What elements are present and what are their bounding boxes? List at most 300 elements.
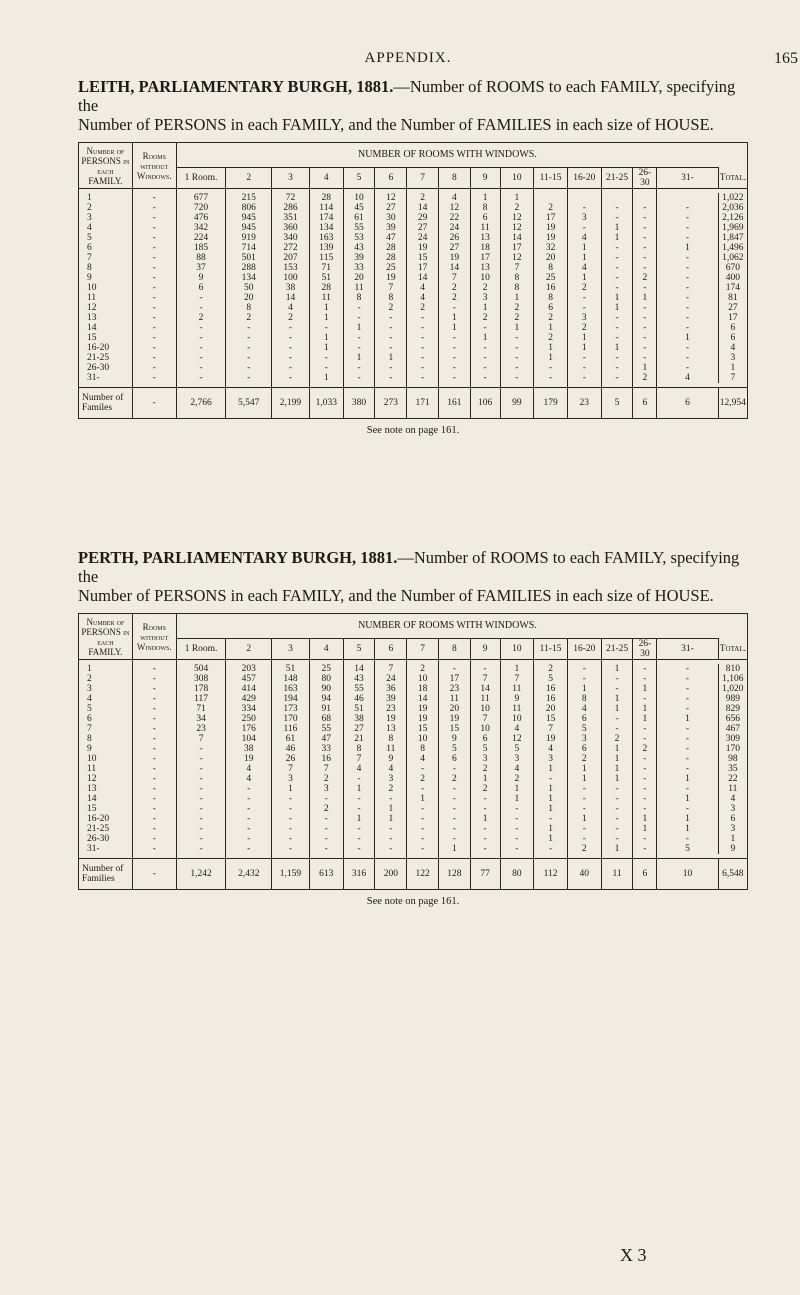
table-cell: 27: [718, 303, 747, 313]
perth-title: [78, 548, 748, 605]
table-cell: 163: [272, 684, 310, 694]
table-cell: 4: [226, 774, 272, 784]
table-cell: 342: [176, 223, 226, 233]
table-cell: -: [132, 724, 176, 734]
totals-row: [79, 859, 748, 890]
table-cell: 2,126: [718, 213, 747, 223]
table-cell: 1,496: [718, 243, 747, 253]
table-cell: -: [657, 343, 718, 353]
column-header: 10: [500, 168, 534, 189]
table-cell: 340: [272, 233, 310, 243]
table-row: [79, 283, 748, 293]
leith-subtitle: —Number of ROOMS to each FAMILY, specifying the: [78, 77, 736, 115]
column-header: 3: [272, 639, 310, 660]
table-cell: 11: [438, 694, 470, 704]
table-cell: 4: [500, 724, 534, 734]
table-cell: -: [176, 373, 226, 383]
table-cell: -: [132, 714, 176, 724]
table-cell: -: [534, 774, 568, 784]
table-cell: -: [633, 303, 657, 313]
table-cell: 170: [718, 744, 747, 754]
table-cell: 3: [718, 353, 747, 363]
persons-cell: 1: [79, 193, 133, 203]
table-cell: -: [657, 363, 718, 373]
table-cell: -: [132, 674, 176, 684]
table-cell: 10: [343, 193, 375, 203]
table-row: [79, 363, 748, 373]
table-cell: 2: [534, 333, 568, 343]
table-cell: 414: [226, 684, 272, 694]
table-cell: 23: [375, 704, 407, 714]
leith-note: See note on page 161.: [366, 425, 460, 436]
table-cell: 16: [534, 283, 568, 293]
table-cell: 19: [534, 223, 568, 233]
table-cell: 1,106: [718, 674, 747, 684]
table-cell: 11: [309, 293, 343, 303]
table-cell: 11: [470, 694, 500, 704]
table-cell: 38: [272, 283, 310, 293]
total-cell: 1,033: [309, 388, 343, 419]
table-cell: -: [657, 804, 718, 814]
table-cell: -: [470, 804, 500, 814]
table-cell: 17: [718, 313, 747, 323]
table-cell: -: [176, 333, 226, 343]
column-header: 26-30: [633, 639, 657, 660]
table-cell: -: [407, 343, 439, 353]
persons-cell: 2: [79, 674, 133, 684]
table-cell: 272: [272, 243, 310, 253]
table-cell: -: [567, 794, 601, 804]
table-cell: 19: [226, 754, 272, 764]
table-cell: 2: [534, 203, 568, 213]
table-cell: -: [375, 333, 407, 343]
table-cell: -: [272, 343, 310, 353]
table-cell: -: [657, 724, 718, 734]
table-cell: 80: [309, 674, 343, 684]
table-row: [79, 754, 748, 764]
table-cell: 3: [309, 784, 343, 794]
table-row: [79, 243, 748, 253]
table-cell: 2: [375, 784, 407, 794]
table-cell: -: [132, 343, 176, 353]
table-cell: 2: [500, 313, 534, 323]
table-cell: -: [375, 844, 407, 854]
total-cell: -: [132, 388, 176, 419]
table-cell: 114: [309, 203, 343, 213]
table-cell: -: [633, 243, 657, 253]
table-cell: 27: [407, 223, 439, 233]
table-cell: 2: [567, 844, 601, 854]
table-cell: 100: [272, 273, 310, 283]
table-cell: -: [226, 373, 272, 383]
table-cell: 1: [438, 313, 470, 323]
table-cell: 3: [534, 754, 568, 764]
table-cell: 14: [438, 263, 470, 273]
table-cell: 11: [500, 704, 534, 714]
persons-cell: 11: [79, 293, 133, 303]
table-cell: 14: [407, 694, 439, 704]
table-cell: -: [438, 303, 470, 313]
table-cell: 7: [500, 263, 534, 273]
table-cell: -: [132, 283, 176, 293]
table-cell: -: [500, 804, 534, 814]
table-cell: 23: [438, 684, 470, 694]
table-cell: -: [407, 814, 439, 824]
table-cell: 1: [567, 273, 601, 283]
table-cell: -: [132, 373, 176, 383]
table-cell: -: [601, 714, 633, 724]
table-cell: 1: [375, 814, 407, 824]
table-cell: 7: [375, 664, 407, 674]
table-cell: 720: [176, 203, 226, 213]
table-cell: 8: [470, 203, 500, 213]
table-cell: 5: [470, 744, 500, 754]
table-cell: 7: [272, 764, 310, 774]
leith-table: [78, 142, 748, 419]
table-cell: -: [601, 363, 633, 373]
persons-header: Number of PERSONS in each FAMILY.: [79, 614, 133, 660]
table-cell: 15: [407, 724, 439, 734]
table-cell: -: [343, 373, 375, 383]
table-cell: 2: [470, 283, 500, 293]
table-cell: -: [438, 343, 470, 353]
table-cell: 1: [343, 353, 375, 363]
table-cell: -: [309, 834, 343, 844]
table-row: [79, 223, 748, 233]
table-cell: -: [657, 664, 718, 674]
table-cell: -: [343, 844, 375, 854]
table-cell: -: [309, 824, 343, 834]
table-row: [79, 814, 748, 824]
table-cell: -: [132, 243, 176, 253]
persons-cell: 31-: [79, 373, 133, 383]
table-cell: 139: [309, 243, 343, 253]
table-cell: 71: [176, 704, 226, 714]
table-cell: -: [500, 353, 534, 363]
table-cell: 104: [226, 734, 272, 744]
table-cell: 4: [534, 744, 568, 754]
table-cell: 5: [567, 724, 601, 734]
table-cell: -: [470, 353, 500, 363]
leith-title: [78, 77, 748, 134]
table-cell: 16: [534, 694, 568, 704]
table-cell: -: [601, 313, 633, 323]
table-cell: 3: [567, 734, 601, 744]
table-cell: -: [407, 363, 439, 373]
table-cell: 3: [567, 213, 601, 223]
persons-cell: 12: [79, 303, 133, 313]
table-cell: -: [657, 704, 718, 714]
total-cell: 122: [407, 859, 439, 890]
table-cell: 1: [601, 844, 633, 854]
table-cell: 4: [718, 343, 747, 353]
table-row: [79, 664, 748, 674]
table-cell: -: [132, 814, 176, 824]
table-cell: 11: [375, 744, 407, 754]
table-cell: -: [633, 694, 657, 704]
table-cell: -: [132, 213, 176, 223]
total-cell: 1,242: [176, 859, 226, 890]
table-cell: -: [272, 844, 310, 854]
totals-row: [79, 388, 748, 419]
table-cell: -: [407, 804, 439, 814]
table-cell: -: [438, 363, 470, 373]
total-cell: 200: [375, 859, 407, 890]
table-cell: 4: [718, 794, 747, 804]
table-cell: 11: [470, 223, 500, 233]
table-cell: -: [407, 834, 439, 844]
table-cell: -: [132, 233, 176, 243]
table-cell: 4: [407, 283, 439, 293]
table-cell: 55: [309, 724, 343, 734]
table-cell: -: [272, 323, 310, 333]
table-cell: -: [176, 303, 226, 313]
table-cell: 5: [438, 744, 470, 754]
persons-cell: 7: [79, 724, 133, 734]
table-cell: 1: [534, 343, 568, 353]
table-cell: 4: [567, 704, 601, 714]
table-cell: 8: [534, 293, 568, 303]
table-cell: 2: [534, 664, 568, 674]
column-header: 2: [226, 639, 272, 660]
table-cell: -: [633, 754, 657, 764]
table-cell: 6: [718, 323, 747, 333]
perth-subtitle-2: Number of PERSONS in each FAMILY, and the Number of FAMILIES in each size of HOUSE.: [78, 586, 714, 605]
table-row: [79, 684, 748, 694]
table-cell: 7: [718, 373, 747, 383]
table-cell: -: [226, 784, 272, 794]
table-cell: 1: [309, 333, 343, 343]
table-cell: -: [309, 323, 343, 333]
table-row: [79, 313, 748, 323]
table-cell: 8: [407, 744, 439, 754]
table-row: [79, 293, 748, 303]
table-cell: -: [500, 834, 534, 844]
table-cell: -: [176, 774, 226, 784]
table-cell: 1: [534, 794, 568, 804]
table-cell: 1: [309, 303, 343, 313]
totals-label: Number of Families: [79, 859, 133, 890]
table-cell: 1: [500, 293, 534, 303]
table-cell: 148: [272, 674, 310, 684]
table-cell: -: [132, 253, 176, 263]
table-cell: 2: [500, 203, 534, 213]
table-cell: 34: [176, 714, 226, 724]
table-cell: -: [633, 834, 657, 844]
persons-cell: 3: [79, 684, 133, 694]
column-header: 9: [470, 168, 500, 189]
table-cell: 12: [500, 734, 534, 744]
table-cell: 61: [272, 734, 310, 744]
table-row: [79, 343, 748, 353]
total-cell: 112: [534, 859, 568, 890]
table-cell: 61: [343, 213, 375, 223]
rooms-with-windows-header: NUMBER OF ROOMS WITH WINDOWS.: [176, 614, 718, 639]
total-cell: 6: [657, 388, 718, 419]
table-cell: 1: [534, 764, 568, 774]
table-cell: 3: [375, 774, 407, 784]
table-cell: 2: [567, 323, 601, 333]
table-cell: 10: [470, 704, 500, 714]
table-cell: 1: [567, 243, 601, 253]
table-cell: -: [633, 323, 657, 333]
table-cell: 2: [375, 303, 407, 313]
table-row: [79, 844, 748, 854]
table-cell: 5: [500, 744, 534, 754]
table-cell: 17: [407, 263, 439, 273]
column-header: 26-30: [633, 168, 657, 189]
perth-note: See note on page 161.: [366, 896, 460, 907]
table-cell: 1: [309, 313, 343, 323]
table-cell: 7: [343, 754, 375, 764]
table-cell: 12: [438, 203, 470, 213]
table-cell: -: [470, 373, 500, 383]
table-cell: -: [601, 213, 633, 223]
table-cell: 19: [375, 714, 407, 724]
table-cell: 68: [309, 714, 343, 724]
table-cell: 12: [500, 223, 534, 233]
total-cell: 40: [567, 859, 601, 890]
table-cell: 35: [718, 764, 747, 774]
table-cell: 2: [272, 313, 310, 323]
table-cell: -: [176, 754, 226, 764]
table-cell: 1: [633, 684, 657, 694]
column-header: 6: [375, 168, 407, 189]
table-cell: -: [272, 824, 310, 834]
table-cell: 7: [375, 283, 407, 293]
table-cell: 1: [500, 784, 534, 794]
table-cell: 250: [226, 714, 272, 724]
table-cell: 1: [601, 704, 633, 714]
table-cell: 91: [309, 704, 343, 714]
table-cell: -: [534, 373, 568, 383]
table-cell: 1: [657, 824, 718, 834]
table-cell: -: [438, 794, 470, 804]
table-cell: 989: [718, 694, 747, 704]
table-cell: -: [132, 804, 176, 814]
total-cell: 2,766: [176, 388, 226, 419]
total-cell: 1,159: [272, 859, 310, 890]
table-cell: -: [500, 814, 534, 824]
table-cell: 194: [272, 694, 310, 704]
table-cell: 1: [309, 343, 343, 353]
column-header: 11-15: [534, 168, 568, 189]
table-cell: 5: [657, 844, 718, 854]
table-cell: -: [407, 764, 439, 774]
table-cell: -: [500, 363, 534, 373]
table-cell: 4: [567, 233, 601, 243]
table-cell: 12: [500, 253, 534, 263]
table-cell: 17: [470, 253, 500, 263]
column-header: 8: [438, 168, 470, 189]
table-cell: 309: [718, 734, 747, 744]
column-header: 21-25: [601, 168, 633, 189]
table-cell: -: [470, 844, 500, 854]
total-cell: 5,547: [226, 388, 272, 419]
table-cell: 10: [470, 273, 500, 283]
total-cell: 161: [438, 388, 470, 419]
table-cell: 6: [438, 754, 470, 764]
perth-subtitle: —Number of ROOMS to each FAMILY, specifying the: [78, 548, 740, 586]
table-row: [79, 724, 748, 734]
table-cell: -: [407, 323, 439, 333]
table-cell: 2: [407, 664, 439, 674]
table-cell: 19: [438, 253, 470, 263]
table-cell: -: [176, 844, 226, 854]
table-cell: -: [226, 343, 272, 353]
persons-cell: 13: [79, 784, 133, 794]
table-row: [79, 253, 748, 263]
table-cell: -: [470, 323, 500, 333]
table-cell: 32: [534, 243, 568, 253]
table-row: [79, 233, 748, 243]
table-cell: -: [470, 794, 500, 804]
table-cell: 20: [534, 253, 568, 263]
table-cell: 153: [272, 263, 310, 273]
column-header: 31-: [657, 639, 718, 660]
table-cell: 2: [500, 303, 534, 313]
table-cell: 174: [718, 283, 747, 293]
persons-cell: 1: [79, 664, 133, 674]
persons-cell: 16-20: [79, 814, 133, 824]
table-cell: -: [657, 684, 718, 694]
table-cell: -: [633, 734, 657, 744]
table-cell: -: [657, 273, 718, 283]
table-cell: -: [132, 263, 176, 273]
table-cell: 43: [343, 674, 375, 684]
table-cell: 400: [718, 273, 747, 283]
persons-cell: 8: [79, 734, 133, 744]
table-cell: 1: [567, 814, 601, 824]
table-cell: -: [407, 844, 439, 854]
table-cell: 1: [470, 333, 500, 343]
table-cell: -: [657, 283, 718, 293]
table-cell: -: [657, 223, 718, 233]
table-cell: 117: [176, 694, 226, 704]
table-cell: 13: [375, 724, 407, 734]
table-cell: -: [438, 353, 470, 363]
table-cell: 8: [375, 734, 407, 744]
table-cell: 288: [226, 263, 272, 273]
table-cell: 670: [718, 263, 747, 273]
persons-cell: 31-: [79, 844, 133, 854]
table-cell: -: [438, 784, 470, 794]
table-cell: 2: [567, 283, 601, 293]
table-cell: -: [633, 844, 657, 854]
table-cell: 1: [534, 824, 568, 834]
table-cell: -: [407, 373, 439, 383]
table-cell: -: [375, 363, 407, 373]
table-cell: -: [226, 834, 272, 844]
table-cell: 1: [534, 353, 568, 363]
table-cell: [633, 193, 657, 203]
total-cell: 613: [309, 859, 343, 890]
persons-cell: 7: [79, 253, 133, 263]
table-cell: -: [601, 283, 633, 293]
table-row: [79, 734, 748, 744]
table-cell: -: [567, 353, 601, 363]
table-cell: 13: [470, 263, 500, 273]
leith-subtitle-2: Number of PERSONS in each FAMILY, and the Number of FAMILIES in each size of HOUSE.: [78, 115, 714, 134]
total-cell: 80: [500, 859, 534, 890]
table-cell: 8: [567, 694, 601, 704]
total-cell: 179: [534, 388, 568, 419]
table-cell: 806: [226, 203, 272, 213]
column-header: 31-: [657, 168, 718, 189]
persons-cell: 16-20: [79, 343, 133, 353]
table-cell: 1: [633, 714, 657, 724]
table-cell: 4: [375, 764, 407, 774]
